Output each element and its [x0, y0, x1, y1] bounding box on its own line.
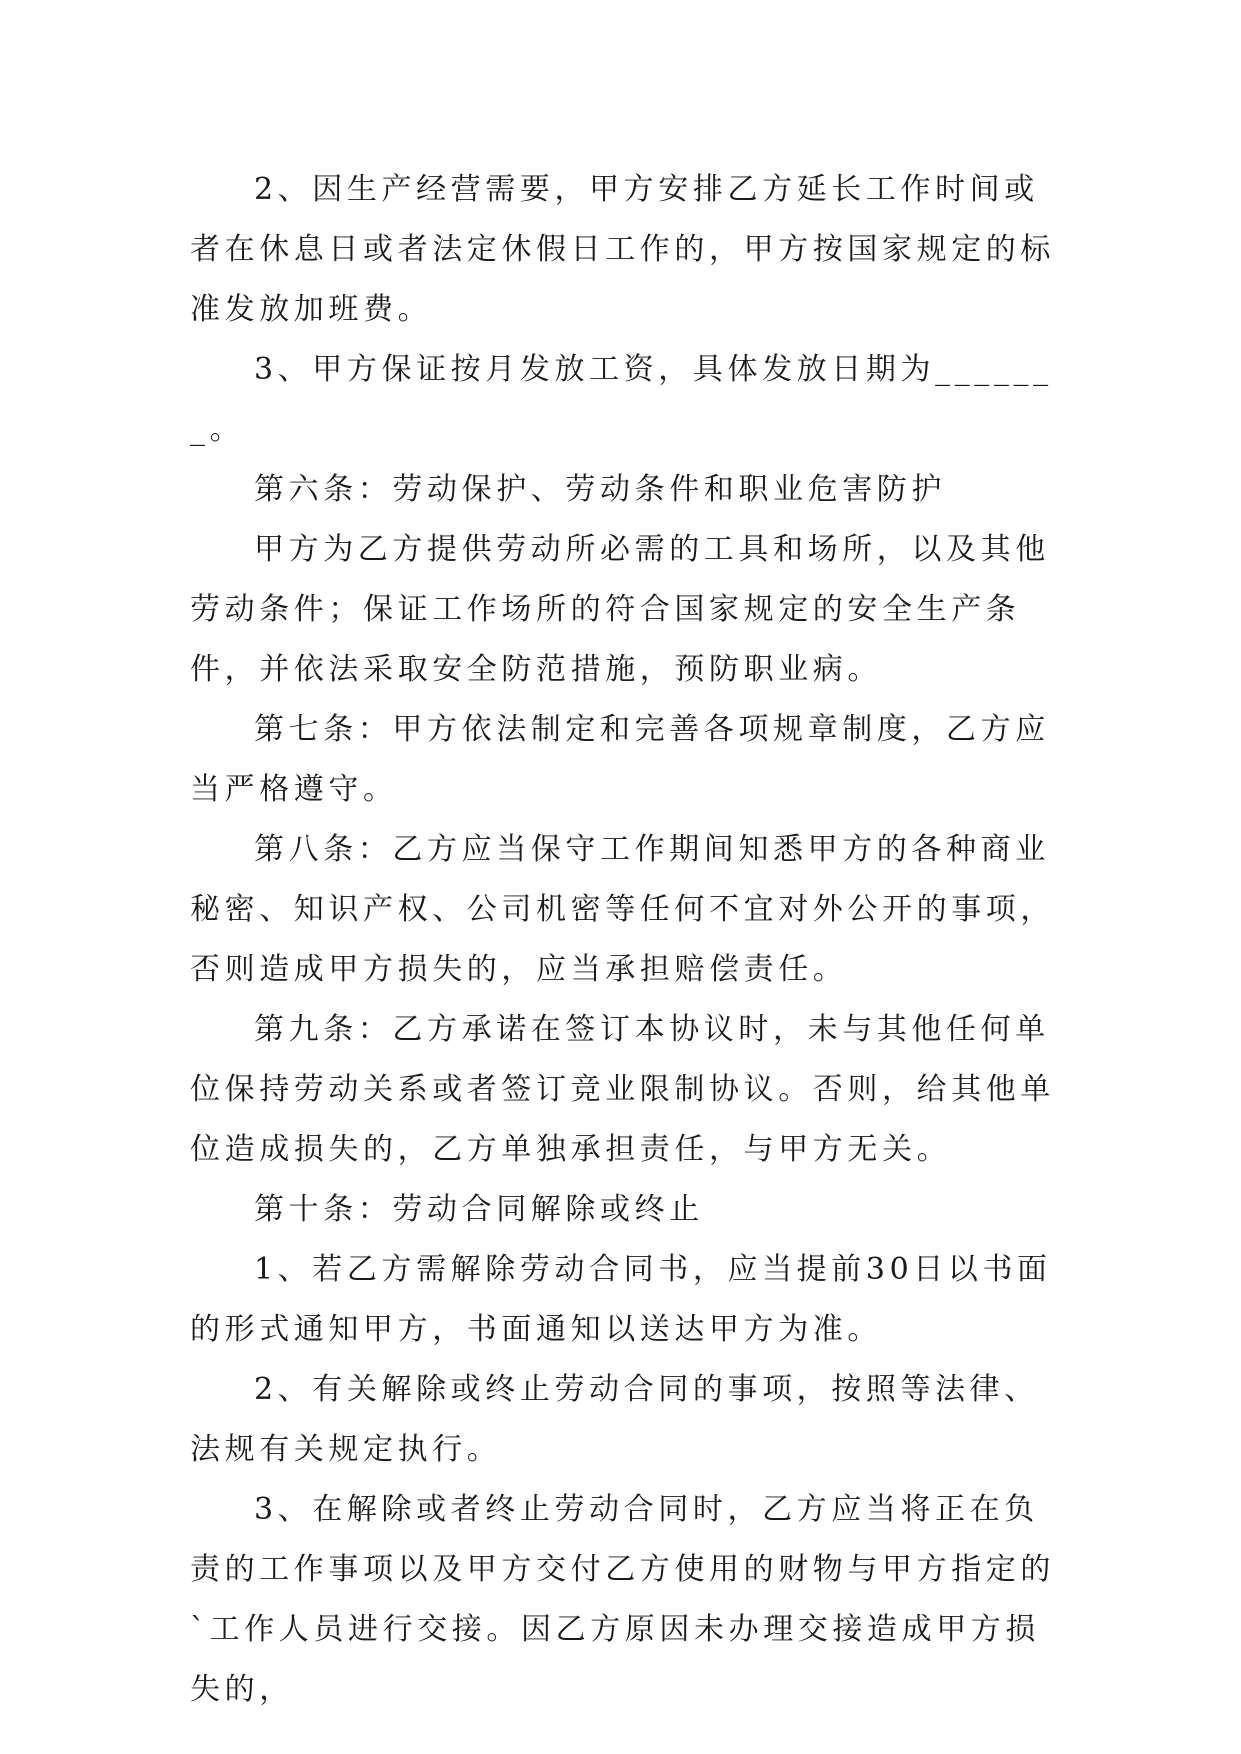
paragraph-resignation-notice: 1、若乙方需解除劳动合同书，应当提前30日以书面的形式通知甲方，书面通知以送达甲方为准。 — [190, 1252, 1052, 1347]
document-body — [190, 160, 1070, 1720]
paragraph-labor-protection: 甲方为乙方提供劳动所必需的工具和场所，以及其他劳动条件；保证工作场所的符合国家规定的安全生产条件，并依法采取安全防范措施，预防职业病。 — [190, 532, 1050, 687]
article-6-heading: 第六条：劳动保护、劳动条件和职业危害防护 — [254, 472, 946, 507]
article-7: 第七条：甲方依法制定和完善各项规章制度，乙方应当严格遵守。 — [190, 712, 1050, 807]
paragraph-pay-date: 3、甲方保证按月发放工资，具体发放日期为_______。 — [190, 352, 1053, 447]
paragraph-handover: 3、在解除或者终止劳动合同时，乙方应当将正在负责的工作事项以及甲方交付乙方使用的财物与甲方指定的`工作人员进行交接。因乙方原因未办理交接造成甲方损失的， — [190, 1492, 1055, 1707]
paragraph-overtime-pay: 2、因生产经营需要，甲方安排乙方延长工作时间或者在休息日或者法定休假日工作的，甲方按国家规定的标准发放加班费。 — [190, 172, 1055, 327]
paragraph-termination-rules: 2、有关解除或终止劳动合同的事项，按照等法律、法规有关规定执行。 — [190, 1372, 1039, 1467]
article-10-heading: 第十条：劳动合同解除或终止 — [254, 1192, 704, 1227]
article-9: 第九条：乙方承诺在签订本协议时，未与其他任何单位保持劳动关系或者签订竞业限制协议。否则，给其他单位造成损失的，乙方单独承担责任，与甲方无关。 — [190, 1012, 1055, 1167]
article-8: 第八条：乙方应当保守工作期间知悉甲方的各种商业秘密、知识产权、公司机密等任何不宜对外公开的事项，否则造成甲方损失的，应当承担赔偿责任。 — [190, 832, 1055, 987]
